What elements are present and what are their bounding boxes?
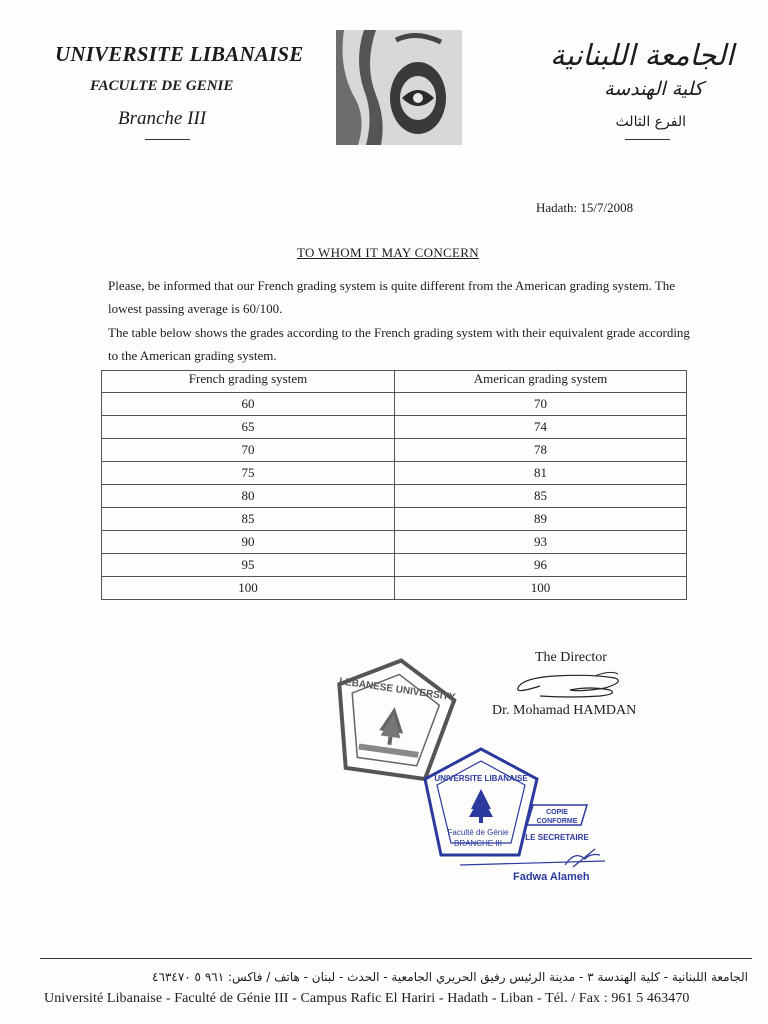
column-header-french: French grading system	[102, 371, 395, 393]
secretary-name: Fadwa Alameh	[513, 871, 590, 883]
stamp2-secretaire: LE SECRETAIRE	[525, 833, 589, 842]
secretary-signature	[455, 845, 615, 870]
table-row	[102, 577, 687, 600]
table-row	[102, 416, 687, 439]
table-row	[102, 531, 687, 554]
letter-subject: TO WHOM IT MAY CONCERN	[297, 245, 479, 260]
letter-date: Hadath: 15/7/2008	[536, 200, 634, 215]
french-grade-cell: 75	[102, 462, 395, 485]
stamp1-label: LEBANESE UNIVERSITY	[338, 676, 456, 704]
arabic-faculty-name: كلية الهندسة	[604, 78, 703, 100]
french-grade-cell: 95	[102, 554, 395, 577]
stamp2-branch: BRANCHE III	[453, 839, 503, 848]
paragraph-table-intro: The table below shows the grades according to the French grading system with their equivalent grade according to the American grading system.	[108, 325, 690, 363]
table-row	[102, 439, 687, 462]
footer-french-address: Université Libanaise - Faculté de Génie III - Campus Rafic El Hariri - Hadath - Liban - Tél. / Fax : 961 5 463470	[44, 991, 690, 1006]
arabic-university-name: الجامعة اللبنانية	[550, 38, 734, 72]
table-row	[102, 554, 687, 577]
arabic-branch-name: الفرع الثالث	[615, 114, 686, 130]
paragraph-intro: Please, be informed that our French grading system is quite different from the American grading system. The lowest passing average is 60/100.	[108, 278, 676, 316]
branch-name: Branche III	[118, 108, 207, 129]
header-divider-left	[145, 139, 190, 140]
american-grade-cell: 93	[395, 531, 687, 554]
signature-title: The Director	[535, 650, 607, 665]
table-row	[102, 462, 687, 485]
french-grade-cell: 65	[102, 416, 395, 439]
american-grade-cell: 85	[395, 485, 687, 508]
stamp2-copie: COPIE	[546, 809, 568, 816]
table-row	[102, 393, 687, 416]
director-signature	[510, 668, 625, 700]
director-name: Dr. Mohamad HAMDAN	[492, 703, 637, 718]
american-grade-cell: 89	[395, 508, 687, 531]
stamp2-conforme: CONFORME	[536, 818, 578, 825]
table-header-row	[102, 371, 687, 393]
table-row	[102, 485, 687, 508]
french-grade-cell: 70	[102, 439, 395, 462]
american-grade-cell: 96	[395, 554, 687, 577]
french-grade-cell: 60	[102, 393, 395, 416]
copie-conforme-stamp	[421, 745, 611, 860]
french-grade-cell: 100	[102, 577, 395, 600]
stamp2-label: UNIVERSITE LIBANAISE	[434, 774, 528, 783]
university-logo	[336, 30, 462, 145]
american-grade-cell: 81	[395, 462, 687, 485]
footer-arabic-address: الجامعة اللبنانية - كلية الهندسة ٣ - مدينة الرئيس رفيق الحريري الجامعية - الحدث - لبنان - هاتف / فاكس: ٩٦١ ٥ ٤٦٣٤٧٠	[152, 970, 748, 984]
university-name: UNIVERSITE LIBANAISE	[55, 42, 304, 66]
column-header-american: American grading system	[395, 371, 687, 393]
french-grade-cell: 90	[102, 531, 395, 554]
table-row	[102, 508, 687, 531]
american-grade-cell: 100	[395, 577, 687, 600]
faculty-name: FACULTE DE GENIE	[90, 78, 234, 94]
header-divider-right	[625, 139, 670, 140]
american-grade-cell: 70	[395, 393, 687, 416]
french-grade-cell: 80	[102, 485, 395, 508]
stamp2-faculty: Faculté de Génie	[447, 828, 509, 837]
french-grade-cell: 85	[102, 508, 395, 531]
american-grade-cell: 74	[395, 416, 687, 439]
american-grade-cell: 78	[395, 439, 687, 462]
footer-divider	[40, 958, 752, 959]
grade-equivalence-table	[101, 370, 687, 600]
